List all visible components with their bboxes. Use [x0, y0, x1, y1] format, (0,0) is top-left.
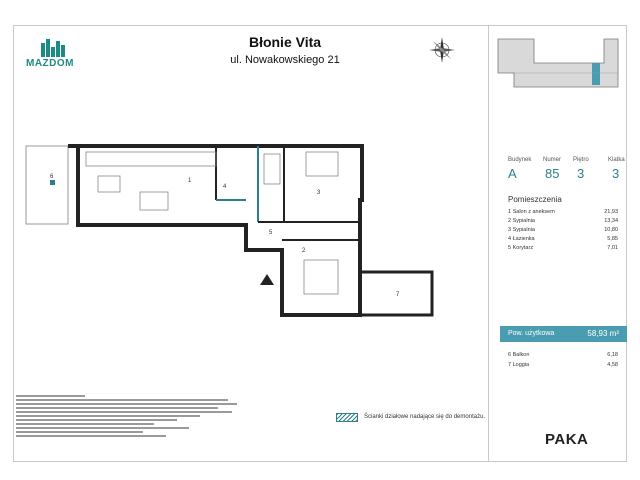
outdoor-row: 7 Loggia 4,58: [508, 362, 618, 368]
staircase-value: 3: [612, 166, 620, 181]
plan-label-4: 4: [223, 184, 227, 190]
number-value: 85: [545, 166, 560, 181]
building-value: A: [508, 166, 517, 181]
project-address: ul. Nowakowskiego 21: [230, 54, 340, 66]
usable-area-value: 58,93 m²: [587, 329, 619, 338]
number-label: Numer: [543, 157, 562, 163]
plan-label-6: 6: [50, 174, 54, 180]
building-key-plan: [494, 33, 622, 97]
room-row: 1 Salon z aneksem 21,93: [508, 209, 618, 215]
sheet-divider: [488, 25, 489, 462]
room-row: 5 Korytarz 7,01: [508, 245, 618, 251]
floor-value: 3: [577, 166, 585, 181]
floor-label: Piętro: [573, 157, 589, 163]
plan-label-1: 1: [188, 178, 192, 184]
removable-walls-text: Ścianki działowe nadające się do demontażu.: [364, 414, 486, 420]
room-row: 3 Sypialnia 10,80: [508, 227, 618, 233]
brand-name: MAZDOM: [26, 58, 74, 69]
plan-label-5: 5: [269, 230, 273, 236]
mazdom-logo: [12, 35, 92, 75]
room-row: 2 Sypialnia 13,34: [508, 218, 618, 224]
usable-area-label: Pow. użytkowa: [508, 330, 555, 337]
balcony-area: [26, 146, 68, 224]
rooms-title: Pomieszczenia: [508, 195, 562, 204]
usable-area-bar: [500, 326, 627, 342]
hatch-swatch: [336, 413, 358, 422]
plan-label-2: 2: [302, 248, 306, 254]
staircase-label: Klatka: [608, 157, 625, 163]
plan-label-3: 3: [317, 190, 321, 196]
building-label: Budynek: [508, 157, 532, 163]
developer-logo: PAKA: [545, 431, 589, 448]
plan-label-7: 7: [396, 292, 400, 298]
floor-plan: [20, 130, 440, 330]
room-row: 4 Łazienka 5,85: [508, 236, 618, 242]
outdoor-row: 6 Balkon 6,18: [508, 352, 618, 358]
legal-notes: [16, 395, 246, 439]
project-title: Błonie Vita: [248, 34, 322, 50]
compass-icon: [428, 36, 456, 64]
